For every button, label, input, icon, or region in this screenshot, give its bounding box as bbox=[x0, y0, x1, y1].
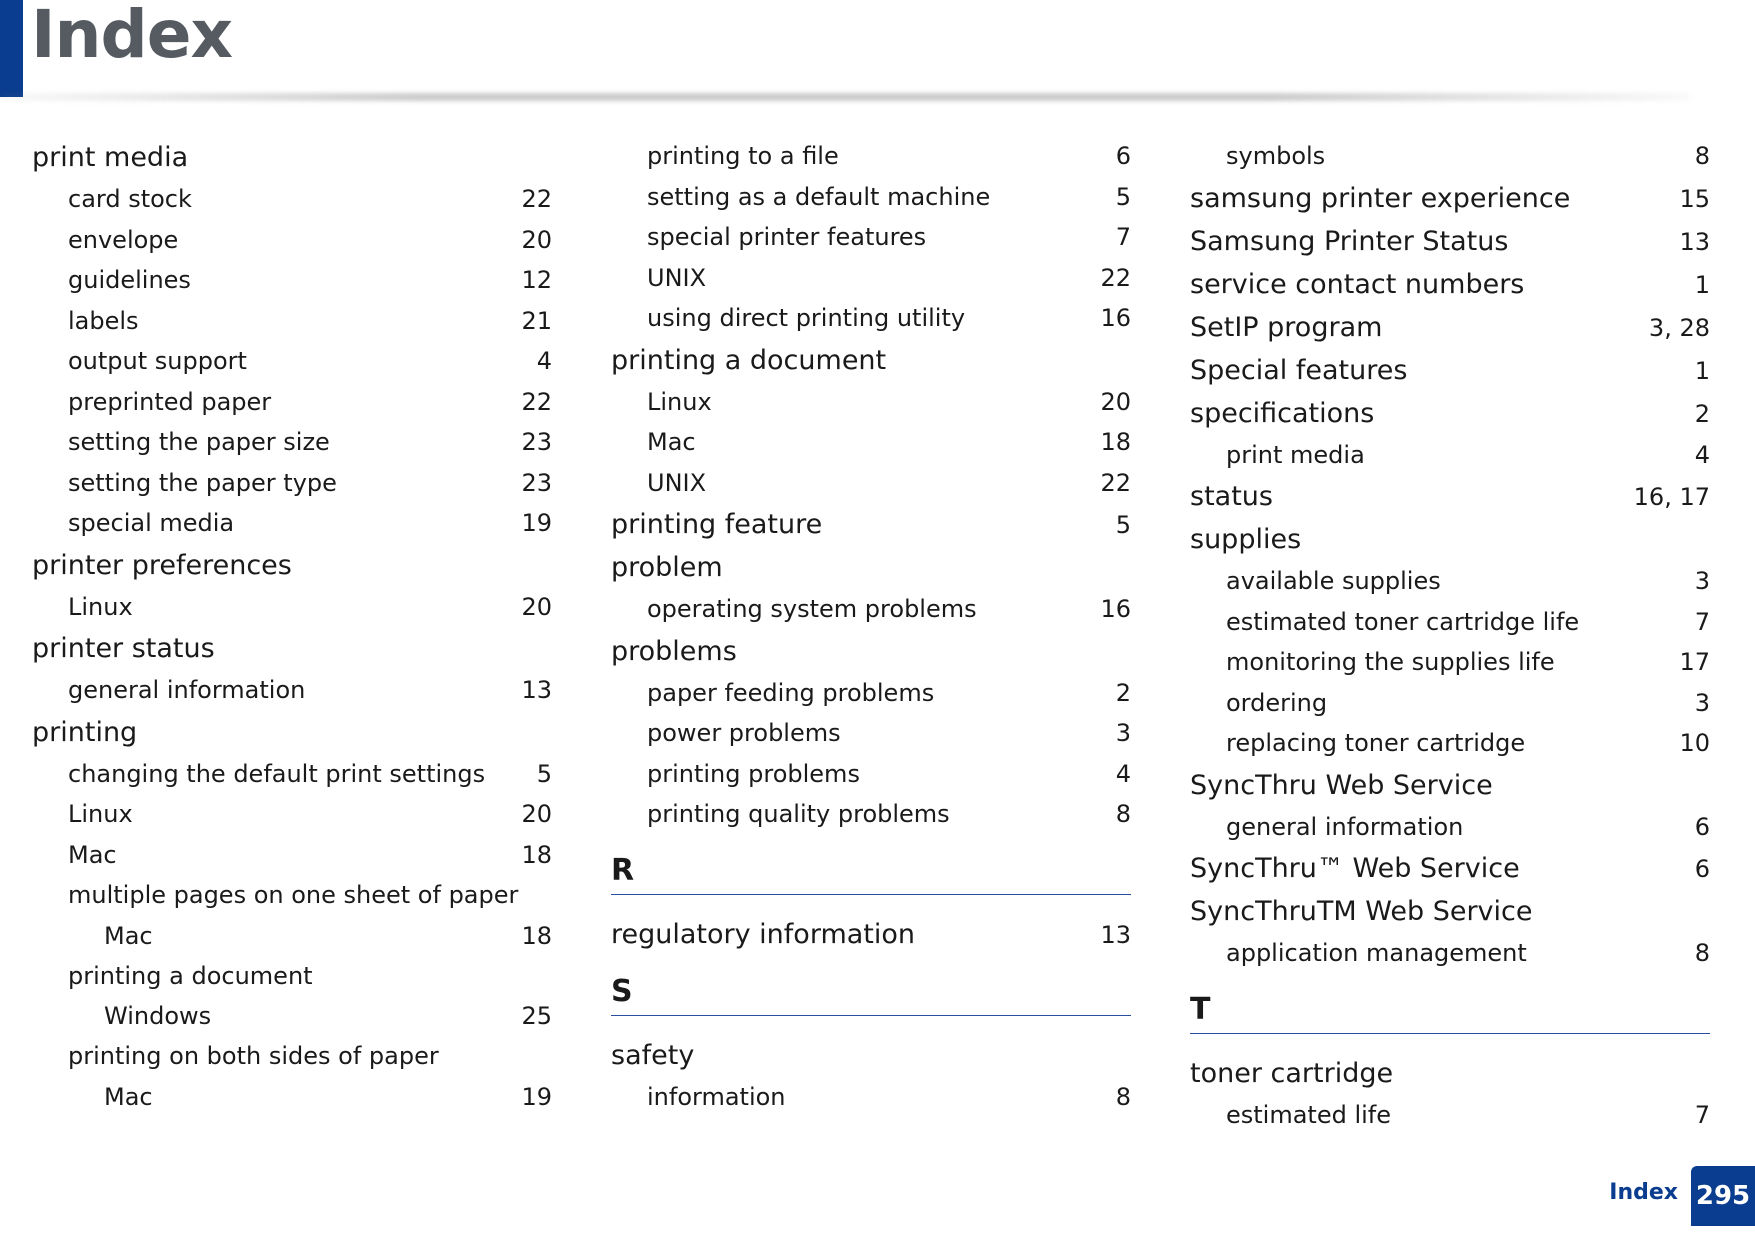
index-page-ref[interactable]: 8 bbox=[1115, 800, 1131, 828]
index-page-ref[interactable]: 6 bbox=[1694, 855, 1710, 883]
index-page-ref[interactable]: 2 bbox=[1694, 399, 1710, 428]
index-letter-heading: R bbox=[611, 847, 1131, 895]
index-page-ref[interactable]: 20 bbox=[521, 592, 552, 621]
index-term: Samsung Printer Status bbox=[1190, 225, 1509, 257]
index-subentry bbox=[32, 916, 552, 956]
index-page-ref[interactable]: 20 bbox=[521, 225, 552, 254]
index-entry bbox=[32, 136, 552, 179]
index-entry bbox=[32, 544, 552, 587]
index-page-ref[interactable]: 4 bbox=[1115, 759, 1131, 788]
index-subentry bbox=[1190, 136, 1710, 177]
accent-bar bbox=[0, 0, 23, 97]
index-page-ref[interactable]: 22 bbox=[521, 185, 552, 213]
index-subentry bbox=[32, 835, 552, 876]
index-term: preprinted paper bbox=[68, 387, 272, 416]
index-page-ref[interactable]: 3 bbox=[1694, 567, 1710, 595]
index-letter-heading: S bbox=[611, 968, 1131, 1016]
index-term: toner cartridge bbox=[1190, 1057, 1394, 1089]
index-term: UNIX bbox=[647, 468, 707, 497]
index-page-ref[interactable]: 10 bbox=[1679, 729, 1710, 757]
index-page-ref[interactable]: 22 bbox=[1100, 468, 1131, 497]
index-subentry bbox=[32, 260, 552, 301]
index-term: special printer features bbox=[647, 223, 927, 251]
index-entry bbox=[1190, 890, 1710, 933]
index-term: operating system problems bbox=[647, 595, 977, 623]
index-page-ref[interactable]: 23 bbox=[521, 428, 552, 456]
index-subentry bbox=[32, 587, 552, 628]
index-subentry bbox=[1190, 435, 1710, 476]
index-page-ref[interactable]: 23 bbox=[521, 468, 552, 497]
index-page-ref[interactable]: 7 bbox=[1694, 1100, 1710, 1129]
index-term: replacing toner cartridge bbox=[1226, 729, 1526, 757]
index-term: Linux bbox=[68, 592, 133, 621]
index-term: symbols bbox=[1226, 142, 1326, 170]
index-term: general information bbox=[1226, 812, 1464, 841]
index-page-ref[interactable]: 18 bbox=[521, 921, 552, 950]
index-page-ref[interactable]: 12 bbox=[521, 266, 552, 294]
index-term: Mac bbox=[647, 428, 696, 456]
index-term: printer preferences bbox=[32, 549, 292, 581]
index-entry bbox=[1190, 177, 1710, 220]
index-page-ref[interactable]: 16 bbox=[1100, 304, 1131, 332]
index-term: monitoring the supplies life bbox=[1226, 648, 1555, 676]
index-page-ref[interactable]: 8 bbox=[1115, 1082, 1131, 1111]
index-subentry bbox=[32, 956, 552, 997]
index-subentry bbox=[32, 754, 552, 795]
title-divider bbox=[0, 93, 1690, 101]
index-term: Windows bbox=[104, 1002, 212, 1030]
index-subentry bbox=[32, 341, 552, 382]
index-page-ref[interactable]: 13 bbox=[521, 676, 552, 704]
index-subentry bbox=[1190, 933, 1710, 974]
index-page-ref[interactable]: 15 bbox=[1679, 184, 1710, 213]
index-subentry bbox=[611, 794, 1131, 835]
index-subentry bbox=[611, 177, 1131, 218]
index-entry bbox=[1190, 220, 1710, 263]
index-term: regulatory information bbox=[611, 918, 916, 950]
index-term: Mac bbox=[104, 921, 153, 950]
index-term: Special features bbox=[1190, 354, 1408, 386]
index-entry bbox=[1190, 349, 1710, 392]
index-term: safety bbox=[611, 1039, 695, 1071]
index-term: problem bbox=[611, 552, 723, 583]
index-term: output support bbox=[68, 347, 247, 375]
index-page-ref[interactable]: 3, 28 bbox=[1648, 313, 1710, 342]
index-subentry bbox=[611, 422, 1131, 463]
index-term: paper feeding problems bbox=[647, 678, 935, 707]
index-entry bbox=[1190, 764, 1710, 807]
index-subentry bbox=[611, 463, 1131, 504]
index-page-ref[interactable]: 21 bbox=[521, 306, 552, 335]
index-page-ref[interactable]: 16, 17 bbox=[1633, 483, 1710, 511]
index-term: card stock bbox=[68, 185, 192, 213]
index-term: printing a document bbox=[68, 961, 313, 990]
index-term: setting as a default machine bbox=[647, 182, 991, 211]
index-entry bbox=[32, 711, 552, 754]
index-term: printing quality problems bbox=[647, 800, 950, 828]
index-page-ref[interactable]: 3 bbox=[1115, 719, 1131, 747]
index-entry bbox=[611, 546, 1131, 589]
index-term: setting the paper size bbox=[68, 428, 330, 456]
index-term: ordering bbox=[1226, 688, 1328, 717]
index-subentry bbox=[611, 589, 1131, 630]
index-term: service contact numbers bbox=[1190, 268, 1525, 300]
index-term: general information bbox=[68, 676, 306, 704]
index-entry bbox=[611, 503, 1131, 546]
index-subentry bbox=[32, 422, 552, 463]
index-subentry bbox=[32, 382, 552, 423]
index-page-ref[interactable]: 22 bbox=[1100, 263, 1131, 292]
index-term: special media bbox=[68, 509, 235, 537]
index-term: SyncThru Web Service bbox=[1190, 769, 1493, 801]
index-entry bbox=[611, 1034, 1131, 1077]
index-column-3 bbox=[1190, 136, 1710, 1135]
index-subentry bbox=[611, 298, 1131, 339]
index-column-1 bbox=[32, 136, 552, 1117]
index-term: SyncThru™ Web Service bbox=[1190, 853, 1520, 884]
index-term: Mac bbox=[68, 840, 117, 869]
index-term: printer status bbox=[32, 633, 215, 664]
index-entry bbox=[1190, 518, 1710, 561]
index-term: Linux bbox=[647, 387, 712, 416]
index-term: status bbox=[1190, 481, 1273, 512]
index-term: specifications bbox=[1190, 397, 1375, 429]
index-entry bbox=[611, 339, 1131, 382]
index-page-ref[interactable]: 6 bbox=[1694, 812, 1710, 841]
index-page-ref[interactable]: 4 bbox=[1694, 440, 1710, 469]
index-subentry bbox=[1190, 723, 1710, 764]
index-page-ref[interactable]: 5 bbox=[1115, 511, 1131, 539]
index-term: application management bbox=[1226, 939, 1527, 967]
index-subentry bbox=[611, 673, 1131, 714]
index-term: SyncThruTM Web Service bbox=[1190, 896, 1533, 927]
index-subentry bbox=[1190, 642, 1710, 683]
page-title: Index bbox=[31, 0, 233, 73]
index-term: available supplies bbox=[1226, 567, 1441, 595]
index-term: envelope bbox=[68, 225, 179, 254]
index-entry bbox=[1190, 263, 1710, 306]
index-subentry bbox=[1190, 561, 1710, 602]
index-term: print media bbox=[1226, 440, 1365, 469]
index-term: samsung printer experience bbox=[1190, 182, 1571, 214]
index-page-ref[interactable]: 18 bbox=[1100, 428, 1131, 456]
index-page-ref[interactable]: 20 bbox=[521, 800, 552, 828]
index-term: estimated life bbox=[1226, 1100, 1392, 1129]
index-term: estimated toner cartridge life bbox=[1226, 607, 1580, 636]
index-term: SetIP program bbox=[1190, 311, 1383, 343]
index-page-ref[interactable]: 13 bbox=[1679, 227, 1710, 256]
index-page-ref[interactable]: 20 bbox=[1100, 387, 1131, 416]
index-term: print media bbox=[32, 142, 189, 173]
index-term: printing problems bbox=[647, 759, 860, 788]
index-column-2 bbox=[611, 136, 1131, 1117]
index-term: Mac bbox=[104, 1082, 153, 1111]
index-page-ref[interactable]: 3 bbox=[1694, 688, 1710, 717]
index-subentry bbox=[611, 382, 1131, 423]
index-entry bbox=[1190, 306, 1710, 349]
index-term: information bbox=[647, 1082, 786, 1111]
index-term: Linux bbox=[68, 800, 133, 828]
index-entry bbox=[1190, 392, 1710, 435]
index-term: using direct printing utility bbox=[647, 304, 966, 332]
footer-section-label: Index bbox=[1609, 1180, 1678, 1205]
index-term: printing bbox=[32, 716, 138, 748]
index-subentry bbox=[1190, 807, 1710, 848]
index-subentry bbox=[32, 996, 552, 1036]
index-term: multiple pages on one sheet of paper bbox=[68, 881, 519, 909]
index-subentry bbox=[32, 463, 552, 504]
index-entry bbox=[1190, 475, 1710, 518]
index-subentry bbox=[32, 220, 552, 261]
index-subentry bbox=[32, 1036, 552, 1077]
index-subentry bbox=[32, 670, 552, 711]
footer-page-number: 295 bbox=[1691, 1166, 1755, 1226]
index-subentry bbox=[32, 503, 552, 544]
index-page-ref[interactable]: 17 bbox=[1679, 648, 1710, 676]
index-term: printing a document bbox=[611, 344, 887, 376]
index-page-ref[interactable]: 1 bbox=[1694, 270, 1710, 299]
index-entry bbox=[1190, 847, 1710, 890]
index-subentry bbox=[1190, 683, 1710, 724]
index-page-ref[interactable]: 6 bbox=[1115, 142, 1131, 170]
index-subentry bbox=[611, 217, 1131, 258]
index-entry bbox=[611, 913, 1131, 956]
index-term: supplies bbox=[1190, 524, 1302, 555]
index-entry bbox=[32, 627, 552, 670]
index-term: problems bbox=[611, 635, 737, 667]
index-term: setting the paper type bbox=[68, 468, 337, 497]
index-page-ref[interactable]: 13 bbox=[1100, 920, 1131, 949]
index-entry bbox=[611, 630, 1131, 673]
index-subentry bbox=[32, 179, 552, 220]
index-page-ref[interactable]: 19 bbox=[521, 509, 552, 537]
index-entry bbox=[1190, 1052, 1710, 1095]
index-term: printing on both sides of paper bbox=[68, 1042, 439, 1070]
index-page-ref[interactable]: 5 bbox=[536, 759, 552, 788]
index-page-ref[interactable]: 19 bbox=[521, 1082, 552, 1111]
index-subentry bbox=[611, 136, 1131, 177]
index-subentry bbox=[611, 258, 1131, 299]
index-subentry bbox=[611, 713, 1131, 754]
index-subentry bbox=[32, 301, 552, 342]
index-subentry bbox=[32, 875, 552, 916]
index-page-ref[interactable]: 7 bbox=[1115, 223, 1131, 251]
index-term: changing the default print settings bbox=[68, 759, 486, 788]
index-letter-heading: T bbox=[1190, 986, 1710, 1034]
index-page-ref[interactable]: 22 bbox=[521, 387, 552, 416]
index-subentry bbox=[32, 794, 552, 835]
index-subentry bbox=[1190, 602, 1710, 643]
index-term: printing to a file bbox=[647, 142, 839, 170]
index-term: labels bbox=[68, 306, 139, 335]
index-subentry bbox=[611, 1077, 1131, 1118]
index-term: UNIX bbox=[647, 263, 707, 292]
index-term: power problems bbox=[647, 719, 841, 747]
index-page-ref[interactable]: 8 bbox=[1694, 142, 1710, 170]
index-page-ref[interactable]: 1 bbox=[1694, 356, 1710, 385]
index-subentry bbox=[32, 1077, 552, 1117]
index-page-ref[interactable]: 7 bbox=[1694, 607, 1710, 636]
index-page-ref[interactable]: 2 bbox=[1115, 678, 1131, 707]
index-page-ref[interactable]: 5 bbox=[1115, 182, 1131, 211]
index-page-ref[interactable]: 4 bbox=[536, 347, 552, 375]
index-term: guidelines bbox=[68, 266, 191, 294]
index-page-ref[interactable]: 18 bbox=[521, 840, 552, 869]
index-subentry bbox=[1190, 1095, 1710, 1136]
index-page-ref[interactable]: 8 bbox=[1694, 939, 1710, 967]
index-page-ref[interactable]: 16 bbox=[1100, 595, 1131, 623]
index-term: printing feature bbox=[611, 509, 823, 540]
index-page-ref[interactable]: 25 bbox=[521, 1002, 552, 1030]
index-subentry bbox=[611, 754, 1131, 795]
